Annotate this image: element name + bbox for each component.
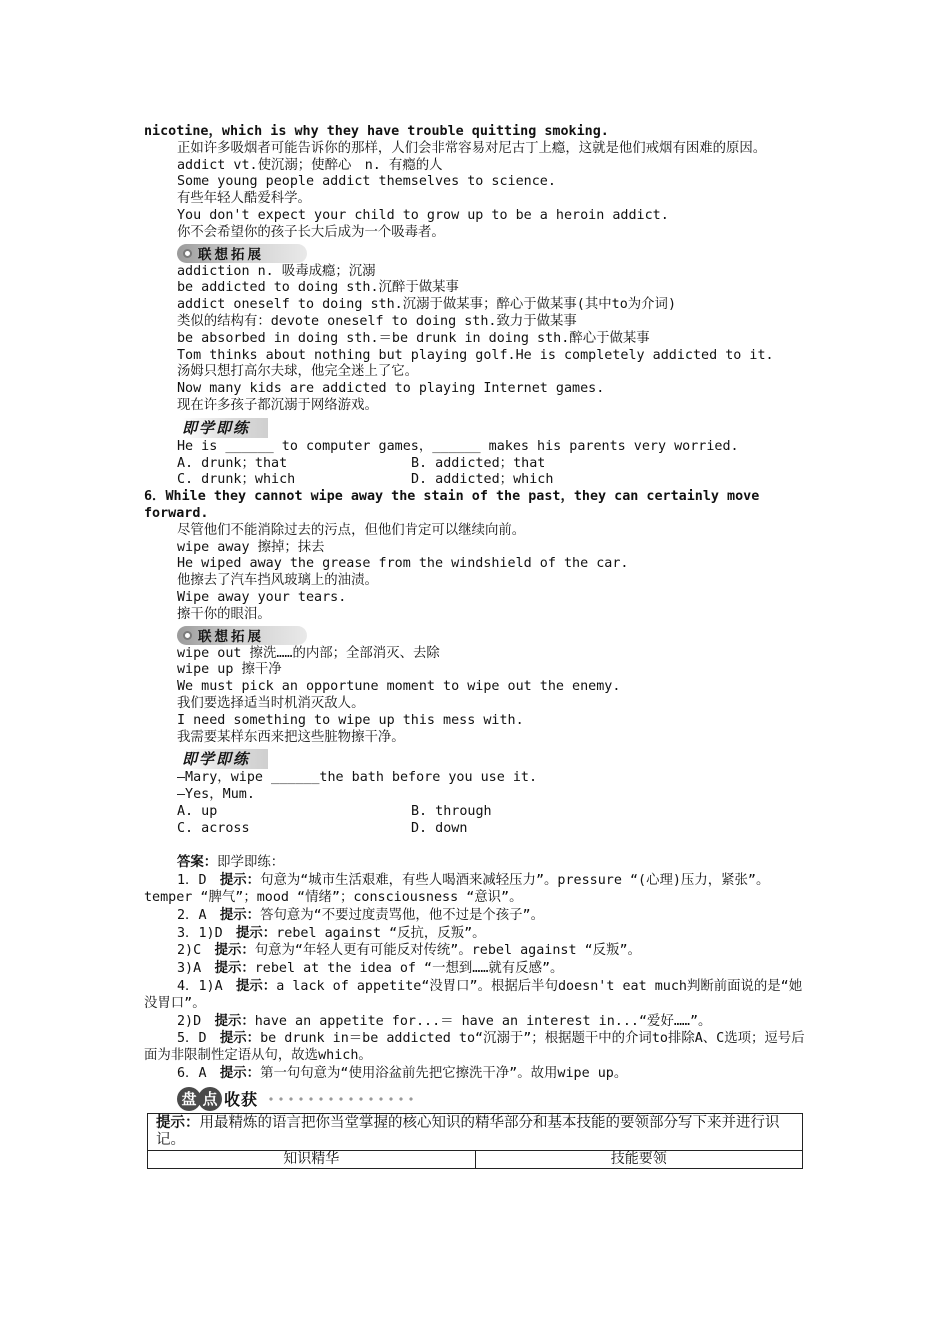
hint-label: 提示： xyxy=(236,924,277,941)
text-line: We must pick an opportune moment to wipe out the enemy. xyxy=(177,679,621,695)
answer-number: 3)A xyxy=(177,961,215,977)
text-line: nicotine，which is why they have trouble quitting smoking. xyxy=(144,124,609,139)
text-line: wipe out 擦洗……的内部；全部消灭、去除 xyxy=(177,645,440,661)
hint-text: rebel against “反抗，反叛”。 xyxy=(276,925,486,941)
hint-text: 句意为“年轻人更有可能反对传统”。rebel against “反叛”。 xyxy=(254,943,641,959)
option: D. addicted；which xyxy=(411,472,554,488)
answer-item xyxy=(144,1013,808,1031)
practice-heading: 即学即练 xyxy=(182,749,268,769)
practice-question xyxy=(144,770,808,804)
hint-label: 提示： xyxy=(214,960,255,977)
text-line: 我需要某样东西来把这些脏物擦干净。 xyxy=(177,729,405,745)
section6-title: 6．While they cannot wipe away the stain of the past，they can certainly move forward. xyxy=(144,489,760,521)
text-line: Tom thinks about nothing but playing golf.He is completely addicted to it. xyxy=(177,347,774,363)
answers-subhead: 即学即练： xyxy=(217,855,285,871)
summary-heading xyxy=(177,1087,808,1111)
summary-table xyxy=(147,1113,803,1169)
summary-dian-char: 点 xyxy=(198,1087,222,1111)
text-line: You don't expect your child to grow up to be a heroin addict. xyxy=(177,207,669,223)
option-row xyxy=(144,804,808,821)
answer-item xyxy=(144,925,808,943)
option: D. down xyxy=(411,820,468,836)
section6-extension xyxy=(144,646,808,747)
option-row xyxy=(144,472,808,489)
practice-heading: 即学即练 xyxy=(182,418,268,438)
hint-label: 提示： xyxy=(219,872,261,889)
answer-item xyxy=(144,872,808,907)
answer-number: 4．1)A xyxy=(177,979,237,995)
summary-pan-char: 盘 xyxy=(177,1087,201,1111)
answer-item xyxy=(144,1030,808,1065)
text-line: be absorbed in doing sth.＝be drunk in doing sth.醉心于做某事 xyxy=(177,330,650,346)
answer-number: 3．1)D xyxy=(177,925,237,941)
summary-hint-text: 用最精炼的语言把你当堂掌握的核心知识的精华部分和基本技能的要领部分写下来并进行识记。 xyxy=(156,1114,780,1148)
text-line: —Yes，Mum. xyxy=(177,787,255,803)
answer-number: 2)C xyxy=(177,943,215,959)
answer-number: 5．D xyxy=(177,1031,220,1047)
hint-text: 句意为“城市生活艰难，有些人喝酒来减轻压力”。pressure “(心理)压力，紧张”。temper “脾气”；mood “情绪”；consciousness “意识”。 xyxy=(144,873,770,906)
section5-extension xyxy=(144,264,808,415)
hint-text: be drunk in＝be addicted to“沉溺于”；根据题干中的介词to排除A、C选项；逗号后面为非限制性定语从句，故选which。 xyxy=(144,1031,805,1064)
option-row xyxy=(144,821,808,838)
hint-label: 提示： xyxy=(214,1012,255,1029)
answer-item xyxy=(144,907,808,925)
text-line: I need something to wipe up this mess with. xyxy=(177,712,524,728)
option: C. drunk；which xyxy=(177,472,296,488)
text-line: 类似的结构有：devote oneself to doing sth.致力于做某事 xyxy=(177,313,577,329)
text-line: wipe away 擦掉；抹去 xyxy=(177,539,325,555)
bullet-icon xyxy=(183,631,192,640)
text-line: addiction n. 吸毒成瘾；沉溺 xyxy=(177,263,376,279)
hint-text: a lack of appetite“没胃口”。根据后半句doesn't eat much判断前面说的是“她没胃口”。 xyxy=(144,979,803,1011)
practice-options xyxy=(144,804,808,838)
column-skills: 技能要领 xyxy=(475,1150,803,1168)
option: A. drunk；that xyxy=(177,455,288,471)
section5-intro xyxy=(144,124,808,242)
option-row xyxy=(144,456,808,473)
text-line: Now many kids are addicted to playing Internet games. xyxy=(177,381,605,397)
summary-hint xyxy=(148,1113,803,1150)
option: A. up xyxy=(177,803,218,819)
hint-text: 答句意为“不要过度责骂他，他不过是个孩子”。 xyxy=(260,907,545,923)
answer-item xyxy=(144,960,808,978)
practice-options xyxy=(144,456,808,490)
hint-text: have an appetite for...＝ have an interest in...“爱好……”。 xyxy=(254,1013,712,1029)
bullet-icon xyxy=(183,249,192,258)
text-line: 汤姆只想打高尔夫球，他完全迷上了它。 xyxy=(177,364,419,380)
hint-label: 提示： xyxy=(219,906,261,923)
answers-list xyxy=(144,872,808,1083)
option: B. through xyxy=(411,803,492,819)
hint-label: 提示： xyxy=(219,1065,261,1082)
text-line: —Mary，wipe ______the bath before you use it. xyxy=(177,770,538,786)
text-line: 尽管他们不能消除过去的污点，但他们肯定可以继续向前。 xyxy=(177,522,526,538)
text-line: Some young people addict themselves to science. xyxy=(177,174,556,190)
text-line: wipe up 擦干净 xyxy=(177,662,282,678)
hint-text: rebel at the idea of “一想到……就有反感”。 xyxy=(254,961,564,977)
text-line: 我们要选择适当时机消灭敌人。 xyxy=(177,695,365,711)
text-line: 你不会希望你的孩子长大后成为一个吸毒者。 xyxy=(177,224,445,240)
column-knowledge: 知识精华 xyxy=(148,1150,476,1168)
answer-number: 6．A xyxy=(177,1066,220,1082)
option: C. across xyxy=(177,820,250,836)
text-line: He wiped away the grease from the windshield of the car. xyxy=(177,556,629,572)
section6-body xyxy=(144,523,808,624)
hint-label: 提示： xyxy=(214,942,255,959)
extension-badge xyxy=(177,244,307,263)
document-page xyxy=(144,124,808,1169)
hint-text: 第一句句意为“使用浴盆前先把它擦洗干净”。故用wipe up。 xyxy=(260,1066,628,1082)
option: B. addicted；that xyxy=(411,455,546,471)
text-line: 擦干你的眼泪。 xyxy=(177,606,271,622)
text-line: be addicted to doing sth.沉醉于做某事 xyxy=(177,280,459,296)
extension-badge-label: 联想拓展 xyxy=(198,629,264,646)
extension-badge-label: 联想拓展 xyxy=(198,247,264,264)
text-line: Wipe away your tears. xyxy=(177,589,347,605)
answer-item xyxy=(144,978,808,1013)
text-line: 现在许多孩子都沉溺于网络游戏。 xyxy=(177,397,378,413)
summary-shouhuo: 收获 xyxy=(224,1090,259,1110)
answers-heading xyxy=(144,854,808,872)
extension-badge xyxy=(177,626,307,645)
text-line: 他擦去了汽车挡风玻璃上的油渍。 xyxy=(177,573,378,589)
answer-item xyxy=(144,1065,808,1083)
text-line: 正如许多吸烟者可能告诉你的那样，人们会非常容易对尼古丁上瘾，这就是他们戒烟有困难的原因。 xyxy=(177,140,767,156)
answers-label: 答案： xyxy=(177,854,218,871)
hint-label: 提示： xyxy=(219,1030,261,1047)
answer-number: 2．A xyxy=(177,907,220,923)
dotted-divider xyxy=(266,1095,416,1103)
answer-item xyxy=(144,942,808,960)
answer-number: 2)D xyxy=(177,1013,215,1029)
text-line: 有些年轻人酷爱科学。 xyxy=(177,191,311,207)
summary-hint-label: 提示： xyxy=(156,1114,200,1131)
text-line: addict oneself to doing sth.沉溺于做某事；醉心于做某事(其中to为介词) xyxy=(177,297,677,313)
answer-number: 1．D xyxy=(177,873,220,889)
practice-question: He is ______ to computer games，______ makes his parents very worried. xyxy=(177,438,739,454)
hint-label: 提示： xyxy=(236,978,277,995)
text-line: addict vt.使沉溺；使醉心 n. 有瘾的人 xyxy=(177,157,443,173)
